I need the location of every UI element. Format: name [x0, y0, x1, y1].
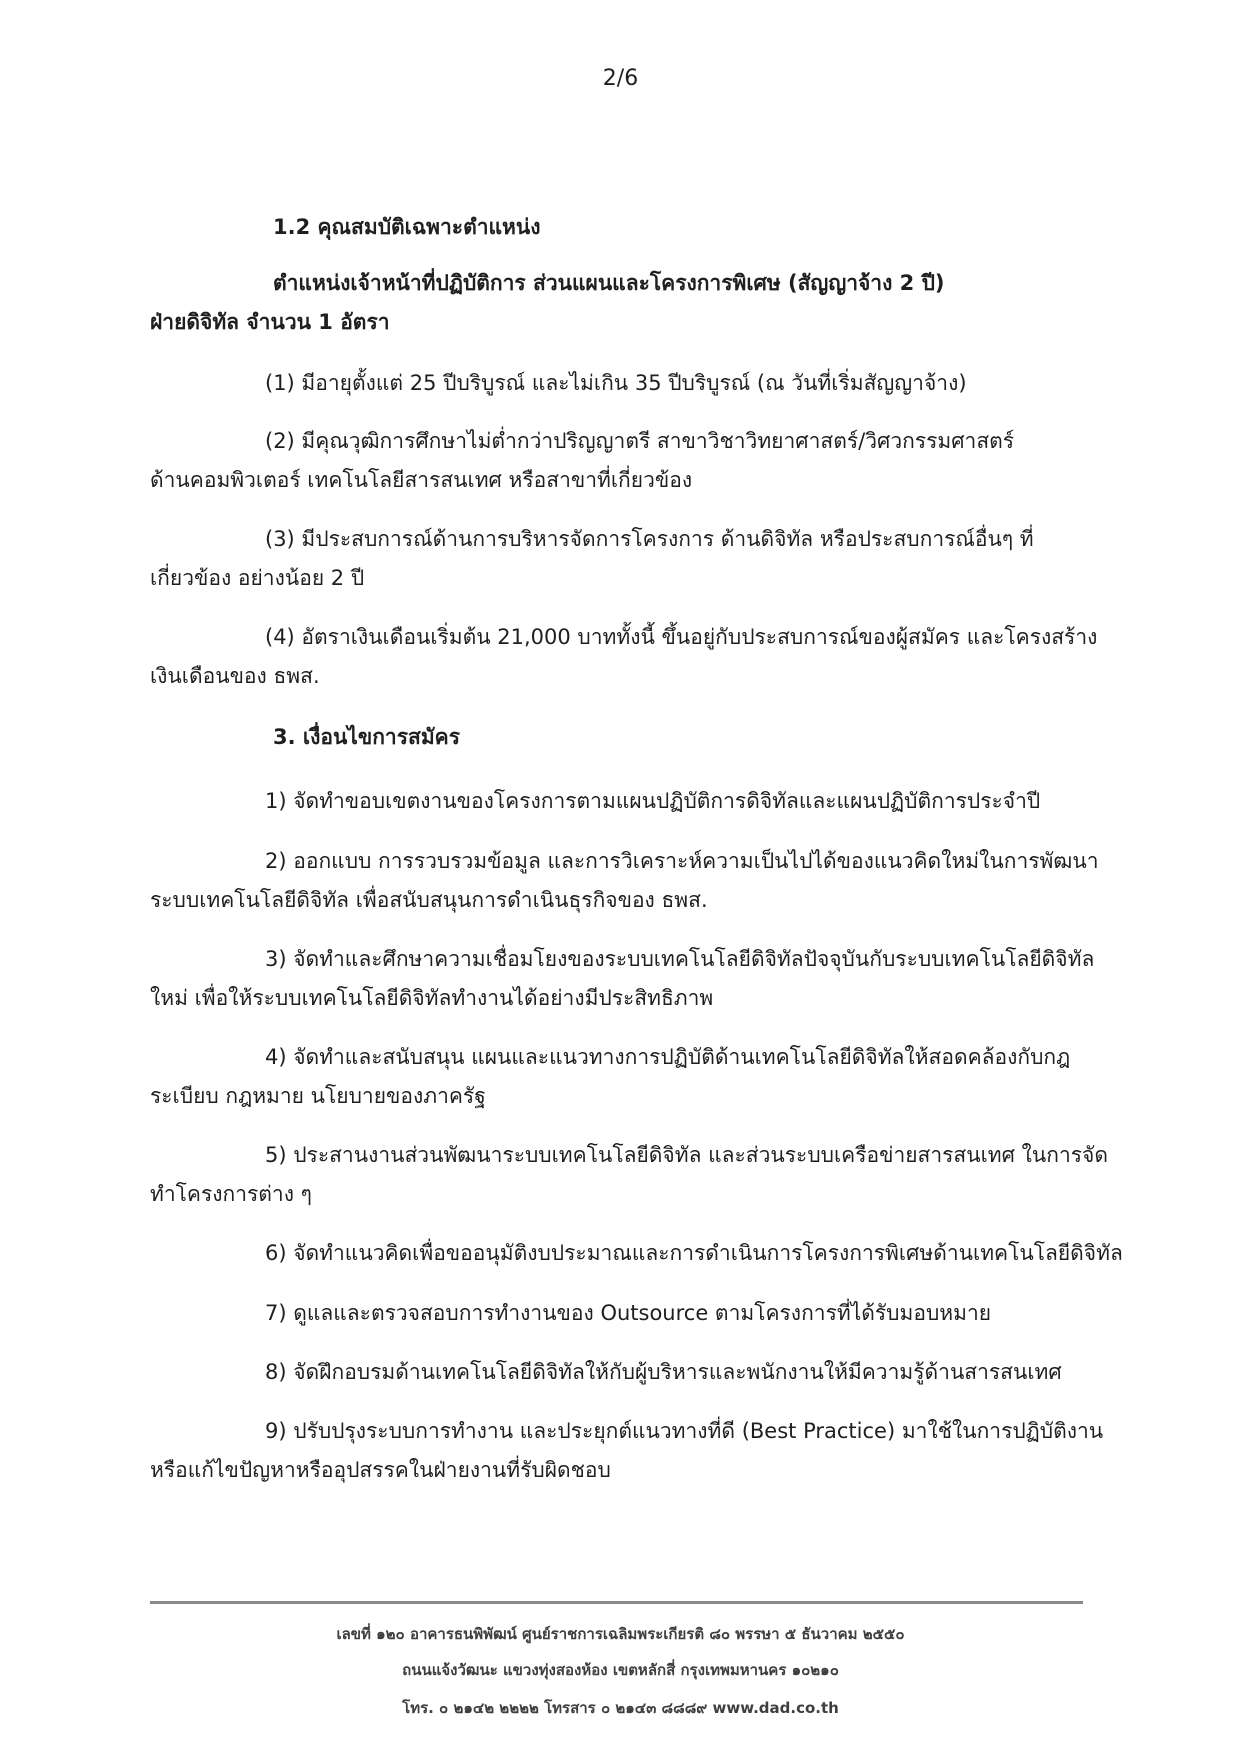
- condition-line: 2) ออกแบบ การรวบรวมข้อมูล และการวิเคราะห์ความเป็นไปได้ของแนวคิดใหม่ในการพัฒนา: [265, 849, 1099, 873]
- condition-line-continued: ระเบียบ กฎหมาย นโยบายของภาครัฐ: [150, 1084, 486, 1108]
- condition-item-6: [150, 1234, 1123, 1273]
- qualification-item-2: [150, 422, 1080, 500]
- qualification-line-continued: ด้านคอมพิวเตอร์ เทคโนโลยีสารสนเทศ หรือสาขาที่เกี่ยวข้อง: [150, 468, 693, 492]
- condition-line-continued: ใหม่ เพื่อให้ระบบเทคโนโลยีดิจิทัลทำงานได้อย่างมีประสิทธิภาพ: [150, 986, 714, 1010]
- qualification-line: (4) อัตราเงินเดือนเริ่มต้น 21,000 บาททั้งนี้ ขึ้นอยู่กับประสบการณ์ของผู้สมัคร และโครงสร้าง: [265, 625, 1098, 649]
- condition-item-3: [150, 940, 1095, 1018]
- condition-line: 8) จัดฝึกอบรมด้านเทคโนโลยีดิจิทัลให้กับผู้บริหารและพนักงานให้มีความรู้ด้านสารสนเทศ: [265, 1360, 1062, 1384]
- qualification-line: (1) มีอายุตั้งแต่ 25 ปีบริบูรณ์ และไม่เกิน 35 ปีบริบูรณ์ (ณ วันที่เริ่มสัญญาจ้าง): [265, 371, 967, 395]
- footer-divider: [150, 1601, 1083, 1604]
- qualification-line: (2) มีคุณวุฒิการศึกษาไม่ต่ำกว่าปริญญาตรี สาขาวิชาวิทยาศาสตร์/วิศวกรรมศาสตร์: [265, 429, 1015, 453]
- condition-line: 9) ปรับปรุงระบบการทำงาน และประยุกต์แนวทางที่ดี (Best Practice) มาใช้ในการปฏิบัติงาน: [265, 1419, 1104, 1443]
- condition-item-2: [150, 842, 1099, 920]
- condition-line: 1) จัดทำขอบเขตงานของโครงการตามแผนปฏิบัติการดิจิทัลและแผนปฏิบัติการประจำปี: [265, 789, 1041, 813]
- condition-item-7: [150, 1294, 1080, 1333]
- qualification-item-1: [150, 364, 1080, 403]
- condition-line-continued: หรือแก้ไขปัญหาหรืออุปสรรคในฝ่ายงานที่รับผิดชอบ: [150, 1458, 611, 1482]
- footer-address-line-1: เลขที่ ๑๒๐ อาคารธนพิพัฒน์ ศูนย์ราชการเฉลิมพระเกียรติ ๘๐ พรรษา ๕ ธันวาคม ๒๕๕๐: [336, 1625, 905, 1643]
- condition-item-8: [150, 1353, 1080, 1392]
- condition-line-continued: ทำโครงการต่าง ๆ: [150, 1182, 312, 1206]
- condition-line: 6) จัดทำแนวคิดเพื่อขออนุมัติงบประมาณและการดำเนินการโครงการพิเศษด้านเทคโนโลยีดิจิทัล: [265, 1241, 1123, 1265]
- qualification-item-4: [150, 618, 1098, 696]
- condition-line: 3) จัดทำและศึกษาความเชื่อมโยงของระบบเทคโนโลยีดิจิทัลปัจจุบันกับระบบเทคโนโลยีดิจิทัล: [265, 947, 1095, 971]
- qualification-item-3: [150, 520, 1080, 598]
- position-title-line-1: ตำแหน่งเจ้าหน้าที่ปฏิบัติการ ส่วนแผนและโครงการพิเศษ (สัญญาจ้าง 2 ปี): [273, 271, 945, 295]
- condition-line: 4) จัดทำและสนับสนุน แผนและแนวทางการปฏิบัติด้านเทคโนโลยีดิจิทัลให้สอดคล้องกับกฎ: [265, 1045, 1071, 1069]
- section-3-heading: 3. เงื่อนไขการสมัคร: [273, 725, 460, 749]
- qualification-line-continued: เงินเดือนของ ธพส.: [150, 664, 320, 688]
- condition-line-continued: ระบบเทคโนโลยีดิจิทัล เพื่อสนับสนุนการดำเนินธุรกิจของ ธพส.: [150, 888, 708, 912]
- condition-item-9: [150, 1412, 1104, 1490]
- position-title: [150, 264, 1080, 342]
- footer-contact-line: โทร. ๐ ๒๑๔๒ ๒๒๒๒ โทรสาร ๐ ๒๑๔๓ ๘๘๘๙ www.dad.co.th: [402, 1699, 839, 1717]
- condition-line: 5) ประสานงานส่วนพัฒนาระบบเทคโนโลยีดิจิทัล และส่วนระบบเครือข่ายสารสนเทศ ในการจัด: [265, 1143, 1108, 1167]
- qualification-line-continued: เกี่ยวข้อง อย่างน้อย 2 ปี: [150, 566, 365, 590]
- position-title-line-2: ฝ่ายดิจิทัล จำนวน 1 อัตรา: [150, 310, 390, 334]
- page-number: 2/6: [602, 66, 639, 91]
- footer-address-line-2: ถนนแจ้งวัฒนะ แขวงทุ่งสองห้อง เขตหลักสี่ กรุงเทพมหานคร ๑๐๒๑๐: [402, 1661, 839, 1679]
- condition-item-5: [150, 1136, 1108, 1214]
- condition-line: 7) ดูแลและตรวจสอบการทำงานของ Outsource ตามโครงการที่ได้รับมอบหมาย: [265, 1301, 992, 1325]
- condition-item-1: [150, 782, 1080, 821]
- section-1-2-heading: 1.2 คุณสมบัติเฉพาะตำแหน่ง: [273, 215, 541, 239]
- condition-item-4: [150, 1038, 1080, 1116]
- qualification-line: (3) มีประสบการณ์ด้านการบริหารจัดการโครงการ ด้านดิจิทัล หรือประสบการณ์อื่นๆ ที่: [265, 527, 1034, 551]
